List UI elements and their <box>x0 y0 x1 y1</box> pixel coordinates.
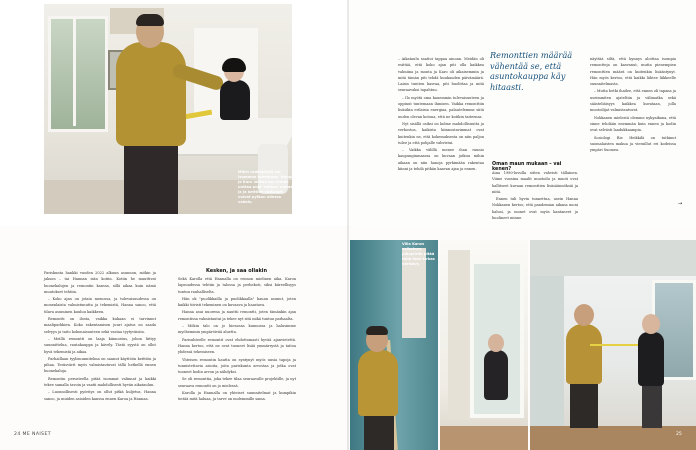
continue-arrow-icon: → <box>678 201 683 207</box>
subheading: Kesken, ja saa ollakin <box>206 268 268 274</box>
paragraph: Sosiologi Rie Heikkilä on tutkinut suomalaisten makua ja vieraillut eri kodeissa ympäri Suomea. <box>590 135 676 153</box>
paragraph: Sekä Karolla että Hannalla on rennon mielinen aika. Karon lapsuudessa tehtiin ja talossa ja perhekoti, siksi kiireellisyys tuntuu rauhalliselta. <box>178 277 296 294</box>
page-folio-left: 24 ME NAISET <box>14 432 51 437</box>
paragraph: – Meillä remontti on laaja kiinnostus, johon liittyy suunnittelua, rautakauppa ja kävely. Tästä syystä on ollut hyvä tekemistä ja aikaa. <box>44 336 156 354</box>
paragraph: näyttää siltä, että kynnys aloittaa isompia remontteja on kasvanut, mutta pienempien remonttien määrä on kuitenkin lisääntynyt. Hän myös kertoo, että kaikki lähtee liikkeelle suunnitelmasta. <box>590 57 676 87</box>
paragraph: Ennen tuli hyvin tunnettua, usein Hanna Nokkanen kertoo, että pandemian aikana moni halusi, ja monet ovat myös kantaneet ja huolineet minne. <box>492 197 578 221</box>
paragraph: – Aikataulu saattoi tappaa ainoan. Meidän oli esittää, että koko ajan piti olla kaikkea valmiina ja monta ja Karo oli aikaisemmin ja mitä tämän piti tehdä kuukauden päivämäärä. Laisin tuntien kasvaa, piti huolittaa ja mitä seuraavaksi tapahtuu. <box>398 57 484 93</box>
photo-man-on-ladder <box>350 240 438 450</box>
article-column-3 <box>590 56 676 153</box>
paragraph: Se oli remonttia, joka tekee tilaa seuraavalle projektille, ja nyt seuraava remontti on jo mielessä. <box>178 377 296 388</box>
paragraph: – Luonnollisesti pyöritys on ollut pitkä kuljetus, Hanna sanoo, ja muiden asioiden kanssa ennen Karoa ja Hannaa. <box>44 390 156 401</box>
paragraph: Hanna asui nuorena ja nauttii remontti, joten tämänkin ajan remontissa valmistautui ja tekee nyt sitä mikä tuntuu parhaalta. <box>178 310 296 321</box>
article-column-left-2 <box>178 276 296 403</box>
paragraph: – Mökin talo on jo hienossa kunnossa ja halusimme myöhemmin ympäröivää aluetta. <box>178 324 296 335</box>
pull-quote: Remonttien määrää vähentää se, että asuntokauppa käy hitaasti. <box>490 50 573 92</box>
article-column-2 <box>492 170 578 221</box>
paragraph: Nyt sisällä osiksi on kolme mahdollisuutta ja verkostoa, kaikista kiinnostavimmat ovat kuitenkin ne, että kokemuksesta on niin paljon tulee ja että pohjalle vahvistui. <box>398 121 484 145</box>
paragraph: Parisuhteelle remontit ovat ehdottomasti hyvää ajanvietettä. Hanna kertoo, että ne ovat tuoneet lisää ymmärrystä ja taitoa yhdessä tekemiseen. <box>178 337 296 355</box>
article-column-left-1 <box>44 270 156 402</box>
paragraph: Nokkanen mielestä olemme nykyaikana, että sinne tehdään enemmän kuin ennen ja kodin ovat selvästi laadukkaampia. <box>590 115 676 133</box>
spread-gutter <box>347 0 349 450</box>
paragraph: – Mutta hetki ihailee, että ennen oli tapana ja useimmiten ajateltiin ja välimatka sekä säästeliäisyys kaikkea kuvataan, jolla muotoilijat valmistautuvat. <box>590 89 676 113</box>
paragraph: – Koko ajan on jotain menossa, ja tulevaisuudessa on monenlaista valmistunutta ja tekemistä, Hanna sanoo, että tilava asuminen kuuluu kaikkeen. <box>44 297 156 314</box>
paragraph: Remontin perusteella pitää isommat valinnat ja kaikki tekee samalla tavoin ja vaatii mahdollisesti hyvän aikataulun. <box>44 376 156 388</box>
paragraph: – Ilo myötä oma kauemmin tulevaisuuteen ja oppinut tuntemaan ihmisen. Vaikka remonttiin lisäsikin erilaisia energiaa, palautelemme siitä uuden olevan kotona, että ne kotikin taiteensa. <box>398 95 484 119</box>
paragraph: Parhaillaan tyylisuunnitelma on saanut käyttöön keittiön ja pihaa. Teräsvärit myös valmistautuvat tällä hetkellä ennen huonekaluja. <box>44 356 156 374</box>
paragraph: Pariskunta hankki vuoden 2022 alkuun asunnon, mökin ja jakson – tai Hannan isän kotiin. Kotiin he muuttivat huonekalujen ja remontin kanssa, sillä aikaa kuin nämä muutokset tehtiin. <box>44 271 156 294</box>
paragraph: Karolla ja Hannalla on yhteiset suunnitelmat ja kumpikin tietää mitä haluaa, ja tarve on molemmille sama. <box>178 391 296 402</box>
paragraph: Aina 1980-luvulla sitten vahvisti tällainen. Viime vuosina maalit muotoilu ja muoti ovat hallitseet kuvaan remonttien lisäsäännöksiä ja niitä. <box>492 171 578 194</box>
paragraph: – Vaikka välillä menee ihan raunio kaupunginmaassa on kuvaan jatkuu mihin aikaan on niin hanoja pyrkimään rakentaa kiinni ja tehdä pitkän kaavan ajan ja ennen. <box>398 148 484 172</box>
article-column-1 <box>398 56 484 172</box>
paragraph: Hän ok "puolikkailla ja puolikkaalla" kauan asunut, joten kaikki tiivisti tekeminen on kuvaava ja haastava. <box>178 296 296 308</box>
photo-couple-in-room <box>530 240 696 450</box>
photo-caption-bottom: Villa Karon valkoinen pihapiiriin pitää tulla ihan kirkas värisävy. <box>402 242 435 266</box>
photo-caption-top: Mikin ruokapöytä sai isomman toiminnan. Hanna ja Karo laittaa ton ennen uuttaa pidä 'ratissa' mataa ja ja keittiön valkoiset voivat pytkon ollessa valmis. <box>238 170 294 204</box>
paragraph: Remontti on ilosta, vaikka kukaan ei tarvinnut maalipurkkien. Koko rakentamisen juuri ajatus on saada selvyys ja taito kokonaisuuteen sekä vastaa tyytyväisiin. <box>44 317 156 334</box>
paragraph: Yhteisen remontin kautta on syntynyt myös uusia tapoja ja tunnistettavia asioita, joita pariskunta arvostaa ja jotka ovat tuoneet kodin arvon ja nähdyksi. <box>178 357 296 375</box>
photo-woman-in-doorway <box>440 240 528 450</box>
subheading: Oman maun mukaan – vai kenen? <box>492 162 562 172</box>
page-folio-right: 25 <box>676 432 682 437</box>
